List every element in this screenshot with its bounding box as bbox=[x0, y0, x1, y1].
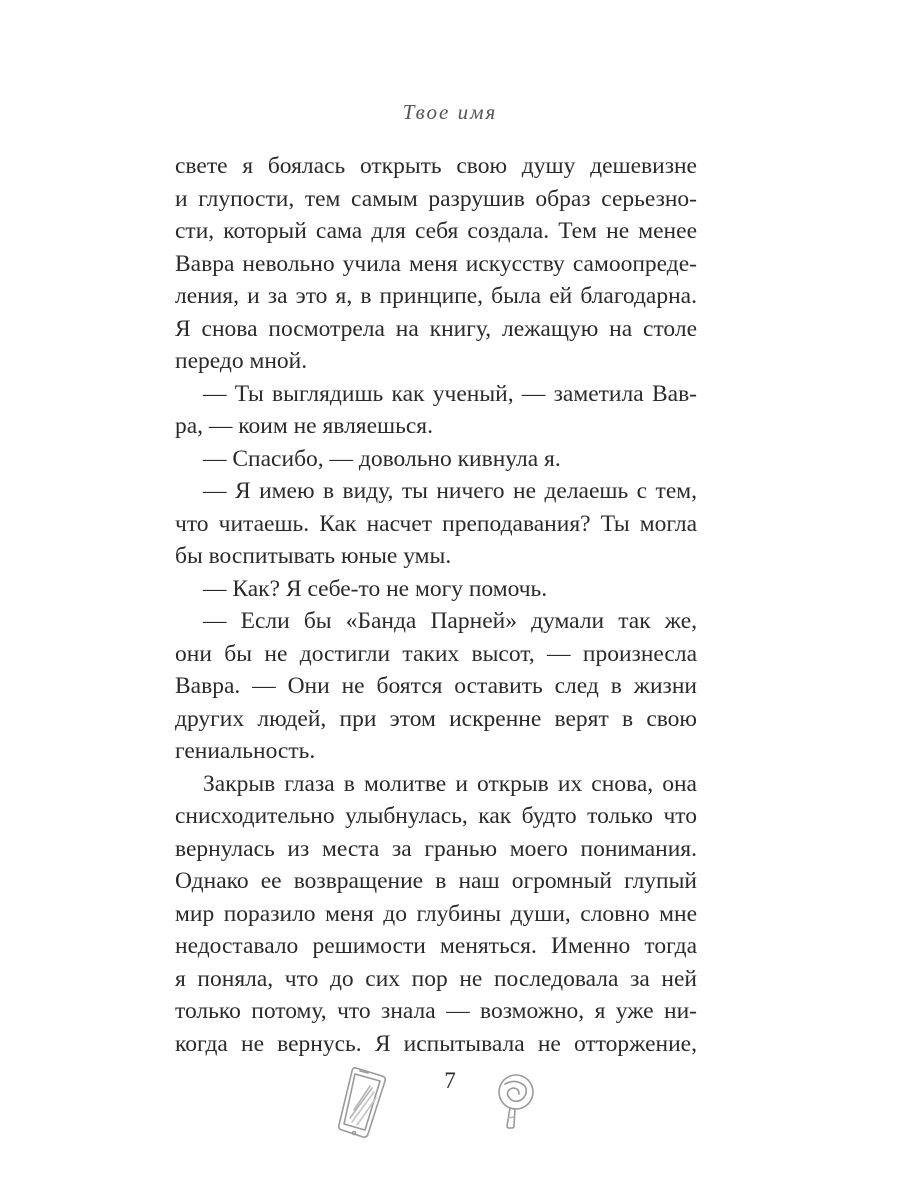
lollipop-icon bbox=[493, 1070, 539, 1134]
text-line: Я снова посмотрела на книгу, лежащую на столе bbox=[175, 315, 697, 342]
text-line: вернулась из места за гранью моего понимания. bbox=[175, 835, 697, 862]
text-line: — Спасибо, — довольно кивнула я. bbox=[203, 445, 561, 472]
text-line: других людей, при этом искренне верят в свою bbox=[175, 705, 697, 732]
text-line: ра, — коим не являешься. bbox=[175, 413, 433, 439]
text-line: — Как? Я себе-то не могу помочь. bbox=[203, 575, 548, 602]
text-line: они бы не достигли таких высот, — произнесла bbox=[175, 640, 697, 667]
text-line: недоставало решимости меняться. Именно тогда bbox=[175, 933, 697, 959]
text-line: снисходительно улыбнулась, как будто только что bbox=[175, 803, 697, 829]
text-line: что читаешь. Как насчет преподавания? Ты могла bbox=[175, 510, 697, 537]
text-line: когда не вернусь. Я испытывала не отторжение, bbox=[175, 1030, 697, 1057]
text-line: — Ты выглядишь как ученый, — заметила Вав- bbox=[203, 380, 697, 407]
text-line: ления, и за это я, в принципе, была ей благодарна. bbox=[175, 283, 697, 309]
page-number: 7 bbox=[444, 1068, 456, 1093]
text-line: я поняла, что до сих пор не последовала за ней bbox=[175, 965, 697, 992]
body-text bbox=[175, 150, 697, 1060]
text-line: бы воспитывать юные умы. bbox=[175, 543, 452, 569]
page-footer bbox=[0, 1062, 900, 1142]
text-line: Вавра невольно учила меня искусству самоопреде- bbox=[175, 250, 697, 277]
text-line: Закрыв глаза в молитве и открыв их снова, она bbox=[203, 770, 697, 797]
text-line: Вавра. — Они не боятся оставить след в жизни bbox=[175, 673, 697, 699]
running-header: Твое имя bbox=[402, 100, 498, 124]
text-line: только потому, что знала — возможно, я уже ни- bbox=[175, 998, 697, 1024]
text-line: сти, который сама для себя создала. Тем не менее bbox=[175, 218, 697, 244]
text-line: гениальность. bbox=[175, 738, 316, 764]
text-line: и глупости, тем самым разрушив образ серьезно- bbox=[175, 185, 697, 212]
text-line: — Если бы «Банда Парней» думали так же, bbox=[203, 608, 697, 634]
text-line: свете я боялась открыть свою душу дешевизне bbox=[175, 153, 697, 179]
text-line: передо мной. bbox=[175, 348, 308, 374]
text-line: мир поразило меня до глубины души, словно мне bbox=[175, 900, 697, 927]
text-line: Однако ее возвращение в наш огромный глупый bbox=[175, 868, 697, 894]
text-line: — Я имею в виду, ты ничего не делаешь с тем, bbox=[203, 478, 697, 504]
